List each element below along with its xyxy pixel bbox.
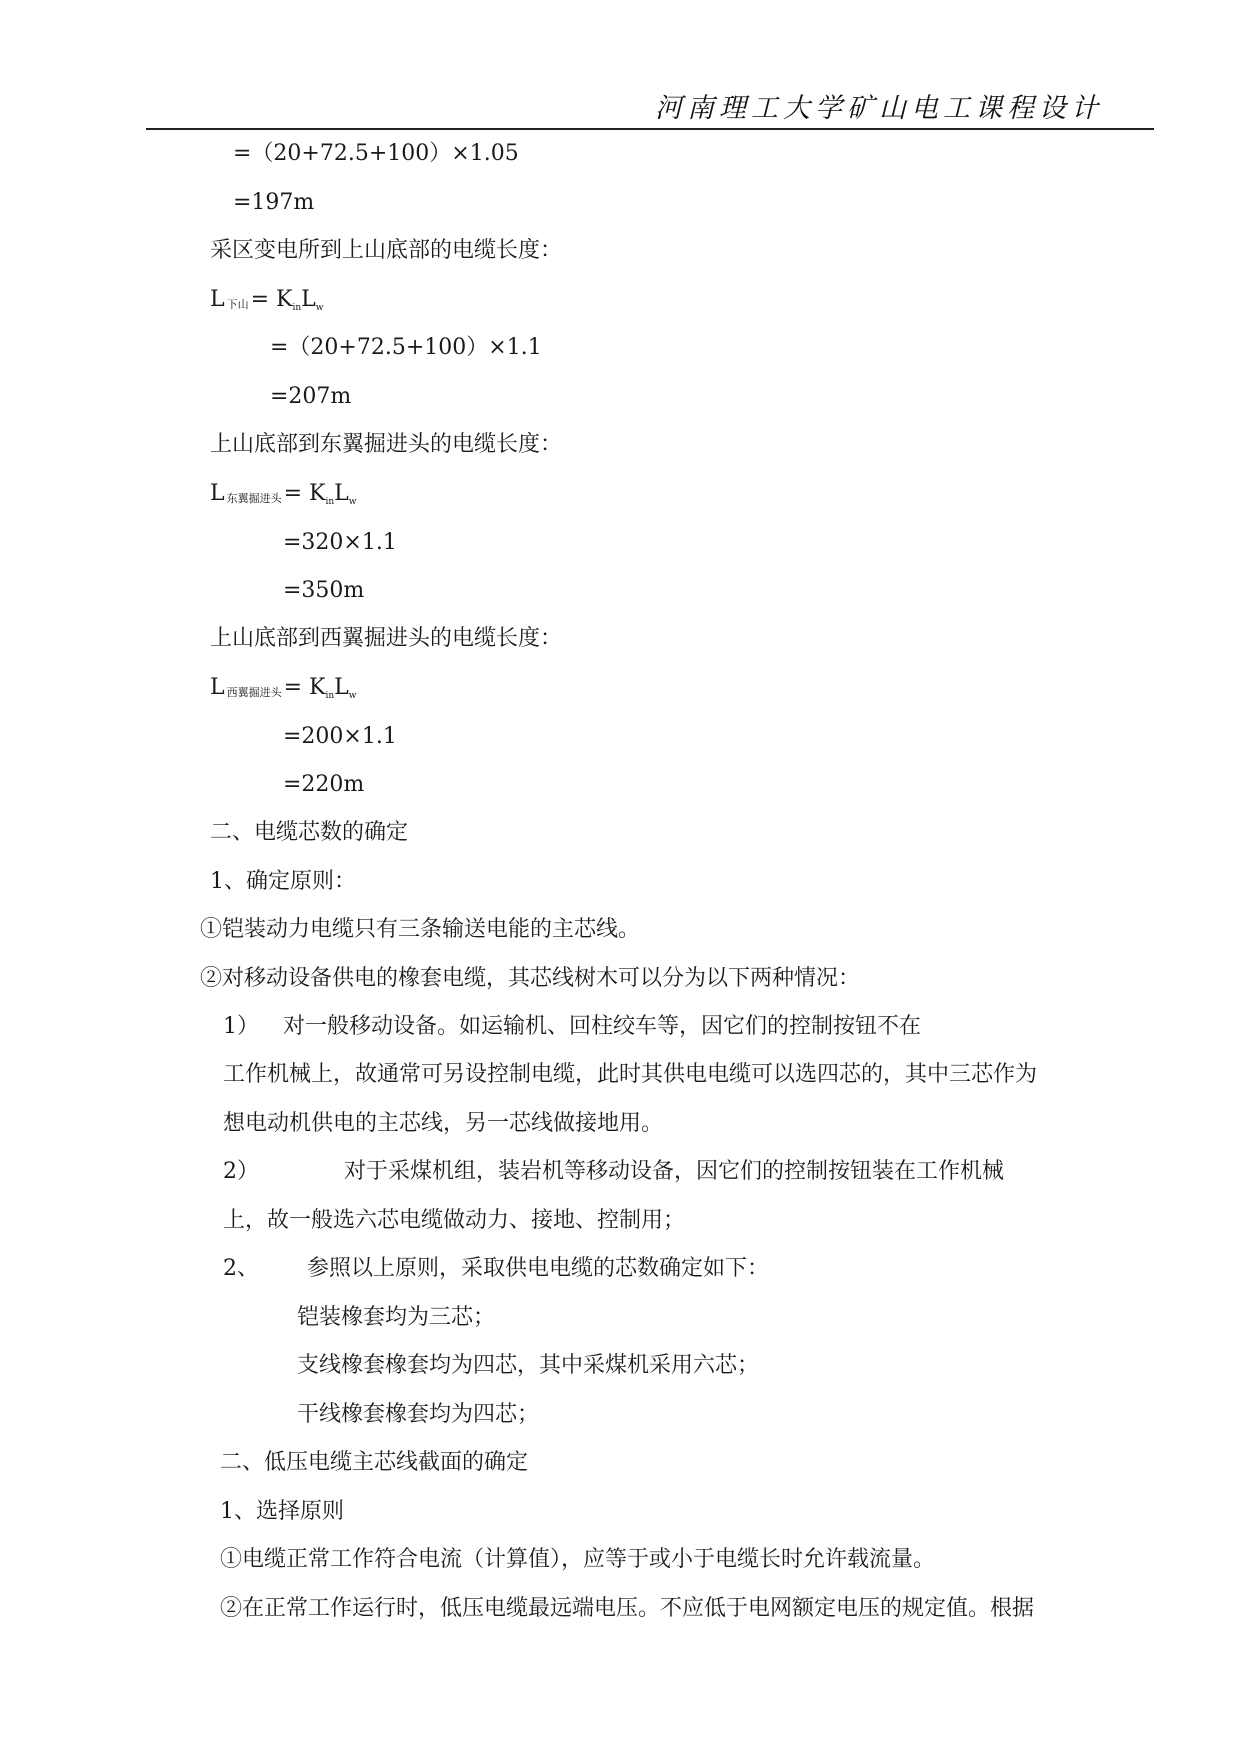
- list-item: [200, 964, 860, 994]
- paragraph: 上，故一般选六芯电缆做动力、接地、控制用；: [223, 1208, 686, 1233]
- formula-result: =197m: [233, 190, 315, 215]
- list-item: [223, 1254, 769, 1284]
- list-item: [223, 1157, 1004, 1187]
- formula-line: [210, 673, 357, 711]
- paragraph: 想电动机供电的主芯线，另一芯线做接地用。: [223, 1111, 664, 1136]
- list-item: [220, 1594, 1034, 1624]
- header-divider: [146, 128, 1154, 130]
- formula-line: [210, 479, 357, 517]
- list-item-text: 对于采煤机组，装岩机等移动设备，因它们的控制按钮装在工作机械: [344, 1159, 1005, 1184]
- subsection-heading: 1、选择原则: [220, 1499, 344, 1524]
- formula-line: =200×1.1: [283, 724, 397, 749]
- section-heading: 二、电缆芯数的确定: [210, 820, 409, 845]
- formula-subscript: in: [292, 303, 302, 313]
- formula-subscript: w: [348, 497, 357, 507]
- list-item-text: 铠装动力电缆只有三条输送电能的主芯线。: [222, 917, 641, 942]
- header-title: 河南理工大学矿山电工课程设计: [655, 93, 1103, 124]
- formula-symbol: = K: [283, 675, 326, 700]
- formula-subscript: in: [325, 691, 335, 701]
- formula-symbol: L: [210, 675, 225, 700]
- list-number: 2）: [223, 1159, 259, 1184]
- formula-line: [210, 285, 324, 323]
- list-item-text: 对一般移动设备。如运输机、回柱绞车等，因它们的控制按钮不在: [283, 1014, 922, 1039]
- circled-number-marker: ②: [220, 1596, 243, 1621]
- formula-symbol: L: [210, 481, 225, 506]
- list-number: 1）: [223, 1014, 259, 1039]
- list-item-text: 对移动设备供电的橡套电缆，其芯线树木可以分为以下两种情况：: [222, 966, 861, 991]
- formula-line: =（20+72.5+100）×1.1: [270, 335, 542, 360]
- section-heading: 二、低压电缆主芯线截面的确定: [220, 1450, 529, 1475]
- list-number: 2、: [223, 1256, 259, 1281]
- formula-line: =320×1.1: [283, 530, 397, 555]
- circled-number-marker: ①: [200, 917, 223, 942]
- circled-number-marker: ②: [200, 966, 223, 991]
- formula-result: =207m: [270, 384, 352, 409]
- subsection-heading: 1、确定原则：: [210, 869, 356, 894]
- list-item: [223, 1012, 921, 1042]
- circled-number-marker: ①: [220, 1547, 243, 1572]
- formula-symbol: = K: [250, 287, 293, 312]
- formula-result: =350m: [283, 578, 365, 603]
- paragraph: 工作机械上，故通常可另设控制电缆，此时其供电电缆可以选四芯的，其中三芯作为: [223, 1062, 1038, 1087]
- formula-subscript: 下山: [226, 298, 249, 311]
- formula-symbol: L: [334, 481, 349, 506]
- formula-symbol: L: [334, 675, 349, 700]
- paragraph: 上山底部到西翼掘进头的电缆长度：: [210, 626, 563, 651]
- formula-subscript: in: [325, 497, 335, 507]
- formula-line: =（20+72.5+100）×1.05: [233, 141, 519, 166]
- list-item-text: 在正常工作运行时，低压电缆最远端电压。不应低于电网额定电压的规定值。根据: [242, 1596, 1035, 1621]
- formula-symbol: L: [301, 287, 316, 312]
- list-item: [200, 915, 640, 945]
- paragraph: 铠装橡套均为三芯；: [297, 1305, 496, 1330]
- formula-subscript: 西翼掘进头: [226, 686, 282, 699]
- paragraph: 上山底部到东翼掘进头的电缆长度：: [210, 432, 563, 457]
- list-item: [220, 1545, 935, 1575]
- formula-subscript: 东翼掘进头: [226, 492, 282, 505]
- formula-subscript: w: [315, 303, 324, 313]
- paragraph: 干线橡套橡套均为四芯；: [297, 1402, 540, 1427]
- formula-result: =220m: [283, 772, 365, 797]
- formula-subscript: w: [348, 691, 357, 701]
- formula-symbol: L: [210, 287, 225, 312]
- list-item-text: 电缆正常工作符合电流（计算值），应等于或小于电缆长时允许载流量。: [242, 1547, 936, 1572]
- list-item-text: 参照以上原则，采取供电电缆的芯数确定如下：: [307, 1256, 770, 1281]
- paragraph: 支线橡套橡套均为四芯，其中采煤机采用六芯；: [297, 1353, 760, 1378]
- paragraph: 采区变电所到上山底部的电缆长度：: [210, 238, 563, 263]
- formula-symbol: = K: [283, 481, 326, 506]
